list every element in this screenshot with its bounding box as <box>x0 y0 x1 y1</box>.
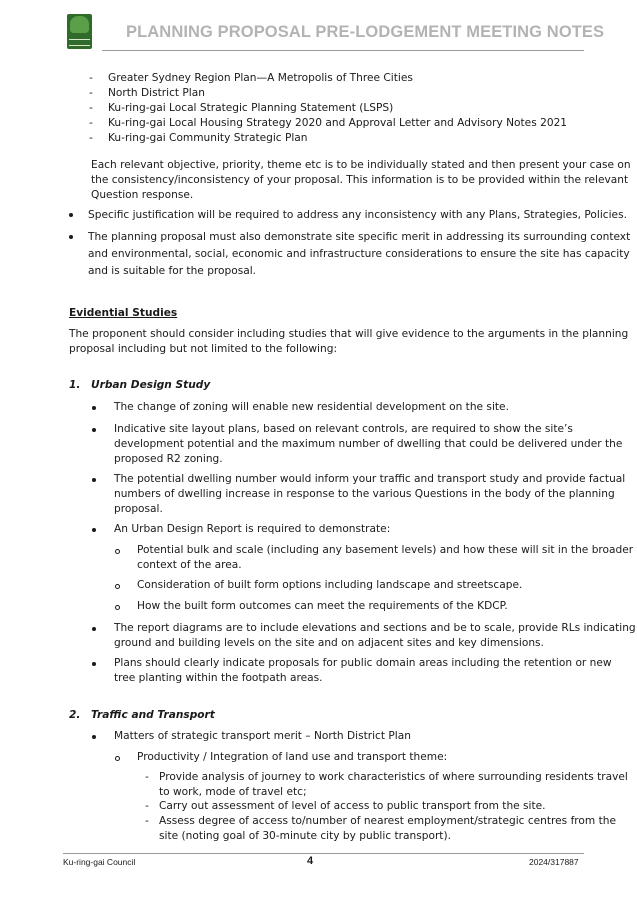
paragraph-line: proposal including but not limited to the following: <box>69 343 338 355</box>
dash-marker: - <box>89 102 93 114</box>
paragraph-line: The proponent should consider including studies that will give evidence to the arguments in the planning <box>69 328 629 340</box>
list-item: site (noting goal of 30-minute city by public transport). <box>159 830 451 842</box>
logo-caption <box>69 39 90 46</box>
bullet-text: Indicative site layout plans, based on relevant controls, are required to show the site’s <box>114 423 573 435</box>
list-item: Ku-ring-gai Community Strategic Plan <box>108 132 308 144</box>
sub-bullet-marker <box>115 756 120 761</box>
footer-divider <box>63 853 584 854</box>
sub-bullet-text: Potential bulk and scale (including any basement levels) and how these will sit in the broader <box>137 544 634 556</box>
page-number: 4 <box>307 855 314 867</box>
list-item: North District Plan <box>108 87 205 99</box>
bullet-text: The potential dwelling number would inform your traffic and transport study and provide factual <box>114 473 626 485</box>
footer-organisation: Ku-ring-gai Council <box>63 857 136 867</box>
bullet-text: ground and building levels on the site and on adjacent sites and key dimensions. <box>114 637 544 649</box>
list-item: to work, mode of travel etc; <box>159 786 307 798</box>
list-item: Greater Sydney Region Plan—A Metropolis of Three Cities <box>108 72 413 84</box>
bullet-marker <box>92 478 96 482</box>
bullet-marker <box>92 406 96 410</box>
tree-graphic <box>70 16 89 33</box>
section-title: Urban Design Study <box>91 379 211 391</box>
sub-bullet-text: Consideration of built form options including landscape and streetscape. <box>137 579 523 591</box>
dash-marker: - <box>145 771 149 783</box>
header-divider <box>102 50 584 51</box>
section-heading: Evidential Studies <box>69 307 178 319</box>
list-item: Ku-ring-gai Local Strategic Planning Statement (LSPS) <box>108 102 394 114</box>
bullet-text: and is suitable for the proposal. <box>88 265 257 277</box>
bullet-text: tree planting within the footpath areas. <box>114 672 323 684</box>
dash-marker: - <box>89 87 93 99</box>
bullet-marker <box>92 662 96 666</box>
list-item: Provide analysis of journey to work characteristics of where surrounding residents travel <box>159 771 628 783</box>
bullet-marker <box>92 735 96 739</box>
sub-bullet-marker <box>115 584 120 589</box>
paragraph-line: the consistency/inconsistency of your proposal. This information is to be provided within the relevant <box>91 174 629 186</box>
dash-marker: - <box>89 72 93 84</box>
list-item: Assess degree of access to/number of nearest employment/strategic centres from the <box>159 815 616 827</box>
bullet-text: Plans should clearly indicate proposals for public domain areas including the retention or new <box>114 657 612 669</box>
bullet-text: Specific justification will be required to address any inconsistency with any Plans, Strategies, Policies. <box>88 209 627 221</box>
list-item: Carry out assessment of level of access to public transport from the site. <box>159 800 546 812</box>
bullet-text: development potential and the maximum number of dwelling that could be delivered under the <box>114 438 623 450</box>
dash-marker: - <box>145 815 149 827</box>
dash-marker: - <box>89 117 93 129</box>
bullet-marker <box>69 213 73 217</box>
bullet-marker <box>92 428 96 432</box>
bullet-text: The report diagrams are to include elevations and sections and be to scale, provide RLs indicating <box>114 622 636 634</box>
sub-bullet-marker <box>115 605 120 610</box>
bullet-marker <box>69 235 73 239</box>
dash-marker: - <box>89 132 93 144</box>
bullet-text: The planning proposal must also demonstrate site specific merit in addressing its surrounding context <box>88 231 631 243</box>
bullet-text: and environmental, social, economic and infrastructure considerations to ensure the site has capacity <box>88 248 630 260</box>
paragraph-line: Each relevant objective, priority, theme etc is to be individually stated and then present your case on <box>91 159 631 171</box>
footer-document-id: 2024/317887 <box>529 857 579 867</box>
section-number: 1. <box>69 379 81 391</box>
bullet-text: numbers of dwelling increase in response to the various Questions in the body of the planning <box>114 488 615 500</box>
sub-bullet-text: Productivity / Integration of land use and transport theme: <box>137 751 448 763</box>
bullet-text: proposed R2 zoning. <box>114 453 223 465</box>
page-header-title: PLANNING PROPOSAL PRE-LODGEMENT MEETING NOTES <box>126 23 605 41</box>
bullet-text: Matters of strategic transport merit – North District Plan <box>114 730 411 742</box>
bullet-text: The change of zoning will enable new residential development on the site. <box>114 401 509 413</box>
dash-marker: - <box>145 800 149 812</box>
council-logo-icon <box>67 14 92 49</box>
bullet-text: proposal. <box>114 503 163 515</box>
section-number: 2. <box>69 709 81 721</box>
paragraph-line: Question response. <box>91 189 194 201</box>
section-title: Traffic and Transport <box>91 709 215 721</box>
bullet-marker <box>92 528 96 532</box>
bullet-marker <box>92 627 96 631</box>
list-item: Ku-ring-gai Local Housing Strategy 2020 and Approval Letter and Advisory Notes 2021 <box>108 117 568 129</box>
sub-bullet-marker <box>115 549 120 554</box>
sub-bullet-text: context of the area. <box>137 559 242 571</box>
sub-bullet-text: How the built form outcomes can meet the requirements of the KDCP. <box>137 600 508 612</box>
bullet-text: An Urban Design Report is required to demonstrate: <box>114 523 391 535</box>
